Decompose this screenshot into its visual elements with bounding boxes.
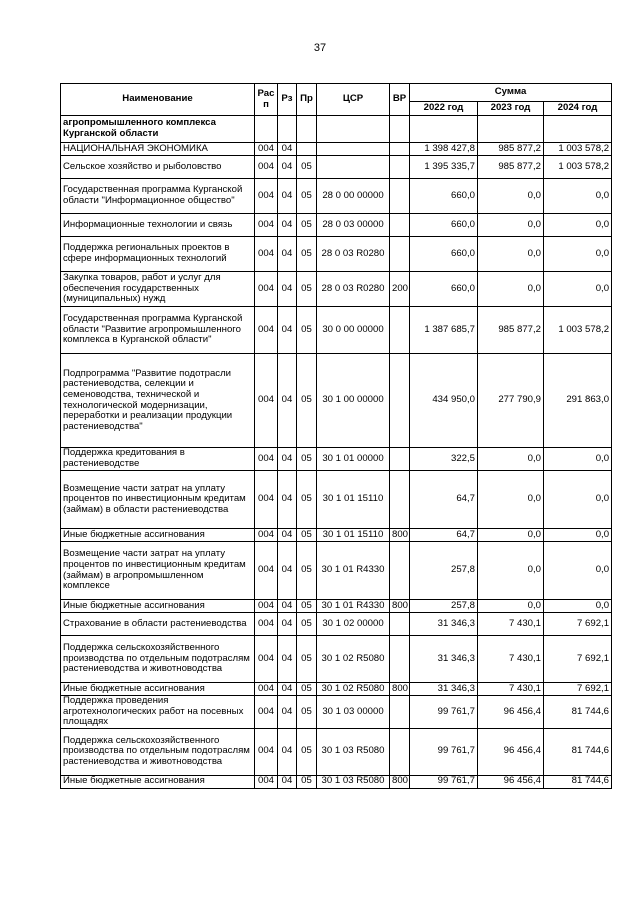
row-pr: 05	[297, 542, 317, 600]
header-csr: ЦСР	[317, 84, 390, 116]
row-rz: 04	[278, 237, 297, 272]
page-number: 37	[313, 42, 327, 54]
row-name: Сельское хозяйство и рыболовство	[61, 156, 255, 179]
row-csr: 30 1 02 00000	[317, 613, 390, 636]
row-name: Поддержка проведения агротехнологических работ на посевных площадях	[61, 696, 255, 729]
row-vr	[390, 542, 410, 600]
row-vr	[390, 613, 410, 636]
row-name: Закупка товаров, работ и услуг для обеспечения государственных (муниципальных) нужд	[61, 272, 255, 307]
row-name: Поддержка кредитования в растениеводстве	[61, 448, 255, 471]
row-name: Государственная программа Курганской области "Информационное общество"	[61, 179, 255, 214]
row-value-2024: 0,0	[544, 448, 612, 471]
row-value-2023: 0,0	[478, 471, 544, 529]
row-vr: 800	[390, 529, 410, 542]
row-value-2022: 660,0	[410, 272, 478, 307]
table-row	[61, 683, 612, 696]
row-csr: 30 1 01 15110	[317, 529, 390, 542]
table-row	[61, 775, 612, 788]
row-pr: 05	[297, 237, 317, 272]
row-value-2024: 0,0	[544, 237, 612, 272]
table-row	[61, 307, 612, 354]
row-value-2024: 1 003 578,2	[544, 143, 612, 156]
row-ras: 004	[255, 636, 278, 683]
row-rz: 04	[278, 272, 297, 307]
row-value-2024: 81 744,6	[544, 728, 612, 775]
row-name: Иные бюджетные ассигнования	[61, 775, 255, 788]
row-rz: 04	[278, 214, 297, 237]
row-ras: 004	[255, 307, 278, 354]
row-value-2023	[478, 116, 544, 143]
header-sum: Сумма	[410, 84, 612, 102]
row-value-2023: 0,0	[478, 179, 544, 214]
table-row	[61, 696, 612, 729]
row-pr	[297, 116, 317, 143]
table-row	[61, 179, 612, 214]
row-rz: 04	[278, 143, 297, 156]
row-ras: 004	[255, 542, 278, 600]
row-csr: 28 0 03 R0280	[317, 237, 390, 272]
row-csr: 30 1 01 15110	[317, 471, 390, 529]
row-pr: 05	[297, 636, 317, 683]
row-name: Поддержка сельскохозяйственного производства по отдельным подотраслям растениеводства и животноводства	[61, 636, 255, 683]
row-pr: 05	[297, 613, 317, 636]
row-ras: 004	[255, 237, 278, 272]
row-value-2024: 0,0	[544, 600, 612, 613]
row-csr: 30 1 03 R5080	[317, 728, 390, 775]
table-row	[61, 613, 612, 636]
row-ras: 004	[255, 448, 278, 471]
row-pr: 05	[297, 728, 317, 775]
row-csr: 30 1 02 R5080	[317, 683, 390, 696]
row-value-2023: 96 456,4	[478, 775, 544, 788]
row-pr: 05	[297, 156, 317, 179]
row-value-2023: 985 877,2	[478, 307, 544, 354]
row-value-2022: 31 346,3	[410, 683, 478, 696]
header-year-2022: 2022 год	[410, 102, 478, 116]
row-csr: 30 1 03 00000	[317, 696, 390, 729]
row-csr: 30 0 00 00000	[317, 307, 390, 354]
row-vr	[390, 471, 410, 529]
row-value-2022: 660,0	[410, 179, 478, 214]
row-value-2024: 0,0	[544, 471, 612, 529]
row-rz: 04	[278, 156, 297, 179]
row-vr	[390, 116, 410, 143]
header-year-2023: 2023 год	[478, 102, 544, 116]
row-vr	[390, 696, 410, 729]
row-ras: 004	[255, 143, 278, 156]
row-value-2022: 99 761,7	[410, 728, 478, 775]
row-value-2024: 1 003 578,2	[544, 307, 612, 354]
row-ras: 004	[255, 272, 278, 307]
row-value-2022	[410, 116, 478, 143]
row-value-2024: 0,0	[544, 272, 612, 307]
row-rz: 04	[278, 696, 297, 729]
row-csr	[317, 156, 390, 179]
row-name: НАЦИОНАЛЬНАЯ ЭКОНОМИКА	[61, 143, 255, 156]
row-value-2022: 322,5	[410, 448, 478, 471]
row-value-2023: 96 456,4	[478, 696, 544, 729]
row-name: Поддержка сельскохозяйственного производства по отдельным подотраслям растениеводства и животноводства	[61, 728, 255, 775]
row-rz: 04	[278, 728, 297, 775]
row-vr	[390, 307, 410, 354]
row-vr	[390, 354, 410, 448]
row-csr: 30 1 01 00000	[317, 448, 390, 471]
row-value-2024: 7 692,1	[544, 636, 612, 683]
row-vr: 800	[390, 683, 410, 696]
row-name: Иные бюджетные ассигнования	[61, 529, 255, 542]
row-value-2023: 0,0	[478, 529, 544, 542]
row-ras: 004	[255, 696, 278, 729]
row-value-2023: 985 877,2	[478, 156, 544, 179]
row-ras: 004	[255, 613, 278, 636]
row-rz: 04	[278, 683, 297, 696]
row-value-2023: 0,0	[478, 214, 544, 237]
row-rz: 04	[278, 600, 297, 613]
row-pr: 05	[297, 272, 317, 307]
row-ras: 004	[255, 214, 278, 237]
row-name: Государственная программа Курганской области "Развитие агропромышленного комплекса в Курганской области"	[61, 307, 255, 354]
row-pr: 05	[297, 600, 317, 613]
table-row	[61, 237, 612, 272]
row-value-2022: 257,8	[410, 600, 478, 613]
row-value-2022: 1 387 685,7	[410, 307, 478, 354]
row-value-2022: 257,8	[410, 542, 478, 600]
row-value-2022: 434 950,0	[410, 354, 478, 448]
row-value-2023: 0,0	[478, 600, 544, 613]
row-rz: 04	[278, 636, 297, 683]
table-row	[61, 156, 612, 179]
row-vr	[390, 636, 410, 683]
table-row	[61, 471, 612, 529]
row-value-2022: 99 761,7	[410, 775, 478, 788]
row-csr: 28 0 03 00000	[317, 214, 390, 237]
row-rz: 04	[278, 448, 297, 471]
row-csr: 30 1 03 R5080	[317, 775, 390, 788]
row-vr: 200	[390, 272, 410, 307]
table-row	[61, 448, 612, 471]
row-name: Иные бюджетные ассигнования	[61, 600, 255, 613]
row-name: Подпрограмма "Развитие подотрасли растениеводства, селекции и семеноводства, технической и технологической модернизации, переработки и реализации продукции растениеводства"	[61, 354, 255, 448]
table-row	[61, 529, 612, 542]
row-csr: 28 0 03 R0280	[317, 272, 390, 307]
table-row	[61, 214, 612, 237]
row-value-2024: 0,0	[544, 214, 612, 237]
table-row	[61, 728, 612, 775]
row-csr: 28 0 00 00000	[317, 179, 390, 214]
row-csr: 30 1 02 R5080	[317, 636, 390, 683]
table-body	[61, 116, 612, 789]
row-value-2024: 1 003 578,2	[544, 156, 612, 179]
row-csr: 30 1 01 R4330	[317, 600, 390, 613]
row-pr: 05	[297, 775, 317, 788]
row-vr: 800	[390, 600, 410, 613]
row-value-2024: 7 692,1	[544, 683, 612, 696]
row-pr: 05	[297, 696, 317, 729]
row-ras: 004	[255, 179, 278, 214]
header-year-2024: 2024 год	[544, 102, 612, 116]
row-value-2022: 64,7	[410, 471, 478, 529]
row-vr	[390, 143, 410, 156]
table-row	[61, 600, 612, 613]
row-value-2024: 0,0	[544, 179, 612, 214]
row-vr	[390, 156, 410, 179]
table-row	[61, 354, 612, 448]
budget-table	[60, 83, 612, 789]
row-value-2022: 31 346,3	[410, 613, 478, 636]
row-value-2023: 7 430,1	[478, 636, 544, 683]
header-pr: Пр	[297, 84, 317, 116]
row-ras: 004	[255, 775, 278, 788]
row-pr	[297, 143, 317, 156]
row-name: Информационные технологии и связь	[61, 214, 255, 237]
row-value-2023: 0,0	[478, 448, 544, 471]
table-row	[61, 143, 612, 156]
row-value-2022: 31 346,3	[410, 636, 478, 683]
table-row	[61, 636, 612, 683]
row-value-2023: 985 877,2	[478, 143, 544, 156]
row-rz: 04	[278, 307, 297, 354]
row-ras	[255, 116, 278, 143]
row-pr: 05	[297, 471, 317, 529]
row-rz: 04	[278, 179, 297, 214]
row-value-2022: 1 398 427,8	[410, 143, 478, 156]
row-value-2024: 81 744,6	[544, 696, 612, 729]
row-vr	[390, 237, 410, 272]
row-pr: 05	[297, 214, 317, 237]
row-ras: 004	[255, 683, 278, 696]
row-value-2022: 660,0	[410, 214, 478, 237]
header-ras: Рас п	[255, 84, 278, 116]
row-vr	[390, 448, 410, 471]
row-pr: 05	[297, 529, 317, 542]
row-pr: 05	[297, 448, 317, 471]
row-vr	[390, 214, 410, 237]
table-row	[61, 272, 612, 307]
row-value-2022: 64,7	[410, 529, 478, 542]
row-value-2022: 1 395 335,7	[410, 156, 478, 179]
row-rz	[278, 116, 297, 143]
row-vr	[390, 179, 410, 214]
row-value-2022: 99 761,7	[410, 696, 478, 729]
table-row	[61, 542, 612, 600]
row-ras: 004	[255, 728, 278, 775]
table-row	[61, 116, 612, 143]
header-name: Наименование	[61, 84, 255, 116]
row-rz: 04	[278, 471, 297, 529]
row-csr	[317, 116, 390, 143]
row-vr: 800	[390, 775, 410, 788]
row-rz: 04	[278, 542, 297, 600]
row-name: агропромышленного комплекса Курганской области	[61, 116, 255, 143]
row-value-2023: 96 456,4	[478, 728, 544, 775]
row-pr: 05	[297, 683, 317, 696]
row-pr: 05	[297, 354, 317, 448]
row-name: Поддержка региональных проектов в сфере информационных технологий	[61, 237, 255, 272]
row-rz: 04	[278, 775, 297, 788]
row-value-2023: 7 430,1	[478, 613, 544, 636]
header-rz: Рз	[278, 84, 297, 116]
row-ras: 004	[255, 529, 278, 542]
row-name: Возмещение части затрат на уплату процентов по инвестиционным кредитам (займам) в агропромышленном комплексе	[61, 542, 255, 600]
row-value-2023: 277 790,9	[478, 354, 544, 448]
row-value-2023: 0,0	[478, 542, 544, 600]
row-ras: 004	[255, 471, 278, 529]
row-value-2024: 7 692,1	[544, 613, 612, 636]
row-ras: 004	[255, 600, 278, 613]
row-value-2022: 660,0	[410, 237, 478, 272]
row-csr	[317, 143, 390, 156]
row-csr: 30 1 00 00000	[317, 354, 390, 448]
row-vr	[390, 728, 410, 775]
row-rz: 04	[278, 613, 297, 636]
row-name: Иные бюджетные ассигнования	[61, 683, 255, 696]
row-name: Возмещение части затрат на уплату процентов по инвестиционным кредитам (займам) в области растениеводства	[61, 471, 255, 529]
row-value-2023: 0,0	[478, 237, 544, 272]
row-pr: 05	[297, 179, 317, 214]
row-rz: 04	[278, 354, 297, 448]
row-value-2024: 0,0	[544, 542, 612, 600]
row-value-2024: 0,0	[544, 529, 612, 542]
row-name: Страхование в области растениеводства	[61, 613, 255, 636]
row-value-2024	[544, 116, 612, 143]
row-csr: 30 1 01 R4330	[317, 542, 390, 600]
row-pr: 05	[297, 307, 317, 354]
row-value-2024: 81 744,6	[544, 775, 612, 788]
row-ras: 004	[255, 354, 278, 448]
row-value-2024: 291 863,0	[544, 354, 612, 448]
row-ras: 004	[255, 156, 278, 179]
row-rz: 04	[278, 529, 297, 542]
header-vr: ВР	[390, 84, 410, 116]
row-value-2023: 0,0	[478, 272, 544, 307]
row-value-2023: 7 430,1	[478, 683, 544, 696]
